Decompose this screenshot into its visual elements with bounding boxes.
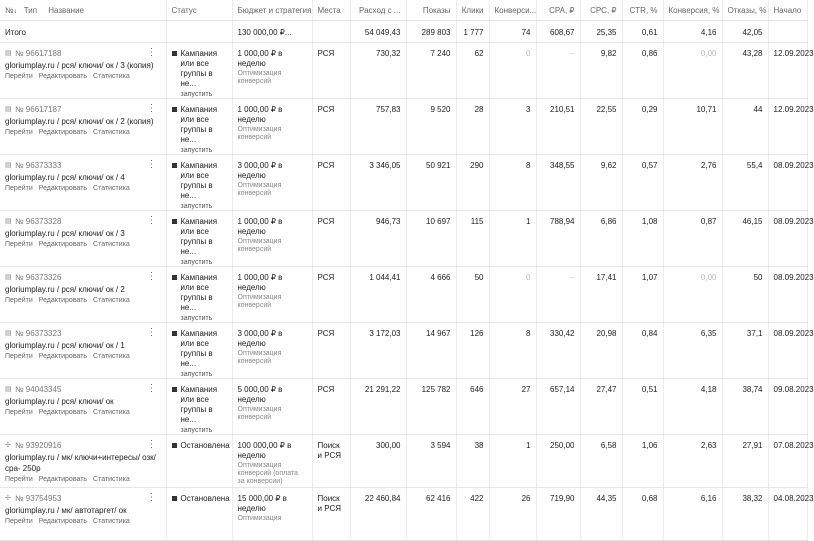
budget-cell[interactable] — [232, 378, 312, 434]
status-cell — [166, 487, 232, 540]
budget-value: 15 000,00 ₽ в неделю — [237, 493, 287, 513]
campaign-cell — [0, 210, 166, 266]
bounces-cell: 43,28 — [722, 42, 768, 98]
document-icon: ▤ — [5, 329, 12, 337]
status-text: Кампания или все группы в не... — [180, 384, 218, 424]
clicks-cell: 50 — [456, 266, 489, 322]
budget-cell[interactable] — [232, 322, 312, 378]
go-link[interactable]: Перейти — [5, 72, 33, 80]
cpc-cell: 17,41 — [580, 266, 622, 322]
ctr-cell: 0,84 — [622, 322, 663, 378]
cpc-cell: 44,35 — [580, 487, 622, 540]
stats-link[interactable]: Статистика — [93, 128, 130, 136]
campaign-name[interactable]: gloriumplay.ru / мк/ автотаргет/ ок — [5, 505, 127, 515]
budget-value: 5 000,00 ₽ в неделю — [237, 384, 283, 404]
conversions-cell: 0 — [489, 42, 536, 98]
edit-link[interactable]: Редактировать — [38, 517, 88, 525]
places-cell: РСЯ — [312, 378, 350, 434]
status-square-icon — [172, 387, 177, 392]
impressions-cell: 7 240 — [406, 42, 456, 98]
clicks-cell: 646 — [456, 378, 489, 434]
budget-value: 1 000,00 ₽ в неделю — [237, 104, 283, 124]
status-text: Остановлена — [180, 440, 230, 450]
document-icon: ▤ — [5, 161, 12, 169]
header-budget[interactable]: Бюджет и стратегия — [232, 0, 312, 20]
spend-cell: 300,00 — [350, 434, 406, 487]
status-square-icon — [172, 107, 177, 112]
more-menu-icon[interactable]: ⋮ — [146, 102, 157, 114]
spend-cell: 757,83 — [350, 98, 406, 154]
start-date-cell: 09.08.2023 — [768, 378, 807, 434]
cpc-cell: 6,58 — [580, 434, 622, 487]
header-conv-rate[interactable]: Конверсия, % — [663, 0, 722, 20]
more-menu-icon[interactable]: ⋮ — [146, 491, 157, 503]
campaign-name[interactable]: gloriumplay.ru / рся/ ключи/ ок — [5, 396, 114, 406]
campaign-cell — [0, 487, 166, 540]
header-cpa[interactable]: CPA, ₽ — [536, 0, 580, 20]
total-ctr: 0,61 — [622, 20, 663, 42]
strategy-text: Оптимизация конверсий — [237, 69, 282, 85]
total-conv-rate: 4,16 — [663, 20, 722, 42]
campaign-name[interactable]: gloriumplay.ru / рся/ ключи/ ок / 3 — [5, 228, 125, 238]
launch-link[interactable]: запустить — [180, 146, 213, 154]
status-cell — [166, 98, 232, 154]
places-cell: Поиск и РСЯ — [312, 434, 350, 487]
status-cell — [166, 154, 232, 210]
clicks-cell: 126 — [456, 322, 489, 378]
conv-rate-cell: 0,00 — [663, 266, 722, 322]
more-menu-icon[interactable]: ⋮ — [146, 438, 157, 450]
table-row[interactable] — [0, 210, 807, 266]
impressions-cell: 14 967 — [406, 322, 456, 378]
status-square-icon — [172, 331, 177, 336]
status-cell — [166, 210, 232, 266]
budget-value: 100 000,00 ₽ в неделю — [237, 440, 292, 460]
start-date-cell: 04.08.2023 — [768, 487, 807, 540]
status-square-icon — [172, 496, 177, 501]
table-row[interactable] — [0, 154, 807, 210]
table-row[interactable] — [0, 434, 807, 487]
campaign-cell — [0, 42, 166, 98]
campaign-id: № 96373323 — [15, 328, 62, 338]
spend-cell: 1 044,41 — [350, 266, 406, 322]
header-name[interactable] — [0, 0, 166, 20]
more-menu-icon[interactable]: ⋮ — [146, 382, 157, 394]
header-status[interactable]: Статус — [166, 0, 232, 20]
spend-cell: 21 291,22 — [350, 378, 406, 434]
places-cell: РСЯ — [312, 154, 350, 210]
spend-cell: 730,32 — [350, 42, 406, 98]
campaign-id: № 93920916 — [15, 440, 62, 450]
spend-cell: 946,73 — [350, 210, 406, 266]
places-cell: РСЯ — [312, 42, 350, 98]
sort-arrow-icon[interactable]: ↓ — [13, 8, 18, 15]
budget-cell[interactable] — [232, 487, 312, 540]
bounces-cell: 38,74 — [722, 378, 768, 434]
status-cell — [166, 378, 232, 434]
conversions-cell: 0 — [489, 266, 536, 322]
launch-link[interactable]: запустить — [180, 90, 213, 98]
header-clicks[interactable]: Клики — [456, 0, 489, 20]
clicks-cell: 62 — [456, 42, 489, 98]
document-icon: ▤ — [5, 105, 12, 113]
header-conversions[interactable]: Конверси... — [489, 0, 536, 20]
go-link[interactable]: Перейти — [5, 352, 33, 360]
edit-link[interactable]: Редактировать — [38, 352, 88, 360]
launch-link[interactable]: запустить — [180, 370, 213, 378]
edit-link[interactable]: Редактировать — [38, 72, 88, 80]
document-icon: ▤ — [5, 273, 12, 281]
conv-rate-cell: 0,87 — [663, 210, 722, 266]
document-icon: ▤ — [5, 49, 12, 57]
status-square-icon — [172, 443, 177, 448]
total-clicks: 1 777 — [456, 20, 489, 42]
table-row[interactable] — [0, 487, 807, 540]
go-link[interactable]: Перейти — [5, 517, 33, 525]
places-cell: Поиск и РСЯ — [312, 487, 350, 540]
header-num[interactable]: № — [5, 6, 14, 15]
conv-rate-cell: 10,71 — [663, 98, 722, 154]
campaign-name[interactable]: gloriumplay.ru / рся/ ключи/ ок / 4 — [5, 172, 125, 182]
conv-rate-cell: 6,16 — [663, 487, 722, 540]
launch-link[interactable]: запустить — [180, 202, 213, 210]
campaign-id: № 96373333 — [15, 160, 62, 170]
budget-value: 3 000,00 ₽ в неделю — [237, 328, 283, 348]
conv-rate-cell: 2,63 — [663, 434, 722, 487]
start-date-cell: 07.08.2023 — [768, 434, 807, 487]
cpa-cell: 348,55 — [536, 154, 580, 210]
more-menu-icon[interactable]: ⋮ — [146, 270, 157, 282]
campaign-cell — [0, 154, 166, 210]
cpa-cell: – — [536, 42, 580, 98]
impressions-cell: 9 520 — [406, 98, 456, 154]
go-link[interactable]: Перейти — [5, 408, 33, 416]
conversions-cell: 27 — [489, 378, 536, 434]
ctr-cell: 0,51 — [622, 378, 663, 434]
spend-cell: 22 460,84 — [350, 487, 406, 540]
start-date-cell: 08.09.2023 — [768, 322, 807, 378]
campaign-id: № 96373328 — [15, 216, 62, 226]
strategy-text: Оптимизация конверсий — [237, 293, 282, 309]
conversions-cell: 8 — [489, 322, 536, 378]
status-cell — [166, 434, 232, 487]
clicks-cell: 38 — [456, 434, 489, 487]
cpa-cell: 657,14 — [536, 378, 580, 434]
budget-cell[interactable] — [232, 154, 312, 210]
cpc-cell: 6,86 — [580, 210, 622, 266]
places-cell: РСЯ — [312, 98, 350, 154]
status-text: Кампания или все группы в не... — [180, 272, 218, 312]
status-square-icon — [172, 219, 177, 224]
status-cell — [166, 42, 232, 98]
status-text: Кампания или все группы в не... — [180, 328, 218, 368]
cpa-cell: 719,90 — [536, 487, 580, 540]
campaign-id: № 93754953 — [15, 493, 62, 503]
edit-link[interactable]: Редактировать — [38, 475, 88, 483]
total-row — [0, 20, 807, 42]
budget-cell[interactable] — [232, 266, 312, 322]
table-row[interactable] — [0, 322, 807, 378]
header-bounces[interactable]: Отказы, % — [722, 0, 768, 20]
conversions-cell: 26 — [489, 487, 536, 540]
status-square-icon — [172, 163, 177, 168]
start-date-cell: 12.09.2023 — [768, 42, 807, 98]
cpa-cell: 210,51 — [536, 98, 580, 154]
stats-link[interactable]: Статистика — [93, 240, 130, 248]
conversions-cell: 1 — [489, 434, 536, 487]
places-cell: РСЯ — [312, 210, 350, 266]
bounces-cell: 37,1 — [722, 322, 768, 378]
total-spend: 54 049,43 — [350, 20, 406, 42]
budget-value: 1 000,00 ₽ в неделю — [237, 272, 283, 292]
status-text: Кампания или все группы в не... — [180, 104, 218, 144]
table-header — [0, 0, 807, 20]
table-row[interactable] — [0, 266, 807, 322]
stats-link[interactable]: Статистика — [93, 408, 130, 416]
status-text: Кампания или все группы в не... — [180, 216, 218, 256]
ctr-cell: 0,29 — [622, 98, 663, 154]
header-ctr[interactable]: CTR, % — [622, 0, 663, 20]
impressions-cell: 125 782 — [406, 378, 456, 434]
total-label: Итого — [0, 20, 166, 42]
cpc-cell: 27,47 — [580, 378, 622, 434]
more-menu-icon[interactable]: ⋮ — [146, 214, 157, 226]
total-impressions: 289 803 — [406, 20, 456, 42]
start-date-cell: 08.09.2023 — [768, 154, 807, 210]
header-spend[interactable]: Расход с ... — [350, 0, 406, 20]
campaign-id: № 96617187 — [15, 104, 62, 114]
strategy-text: Оптимизация конверсий — [237, 405, 282, 421]
edit-link[interactable]: Редактировать — [38, 240, 88, 248]
conv-rate-cell: 6,35 — [663, 322, 722, 378]
launch-link[interactable]: запустить — [180, 258, 213, 266]
launch-link[interactable]: запустить — [180, 426, 213, 434]
cpa-cell: – — [536, 266, 580, 322]
campaign-cell — [0, 434, 166, 487]
strategy-text: Оптимизация — [237, 514, 282, 522]
campaign-cell — [0, 98, 166, 154]
ctr-cell: 0,86 — [622, 42, 663, 98]
start-date-cell: 08.09.2023 — [768, 266, 807, 322]
campaign-name[interactable]: gloriumplay.ru / рся/ ключи/ ок / 2 (копия) — [5, 116, 154, 126]
bounces-cell: 38,32 — [722, 487, 768, 540]
cursor-icon: ✢ — [5, 441, 11, 449]
stats-link[interactable]: Статистика — [93, 517, 130, 525]
strategy-text: Оптимизация конверсий (оплата за конверсии) — [237, 461, 298, 485]
go-link[interactable]: Перейти — [5, 128, 33, 136]
bounces-cell: 46,15 — [722, 210, 768, 266]
ctr-cell: 0,68 — [622, 487, 663, 540]
header-title[interactable]: Название — [48, 6, 84, 15]
go-link[interactable]: Перейти — [5, 475, 33, 483]
bounces-cell: 27,91 — [722, 434, 768, 487]
go-link[interactable]: Перейти — [5, 296, 33, 304]
table-row[interactable] — [0, 98, 807, 154]
cpc-cell: 9,62 — [580, 154, 622, 210]
budget-value: 1 000,00 ₽ в неделю — [237, 48, 283, 68]
spend-cell: 3 346,05 — [350, 154, 406, 210]
status-text: Остановлена — [180, 493, 230, 503]
edit-link[interactable]: Редактировать — [38, 184, 88, 192]
cpc-cell: 20,98 — [580, 322, 622, 378]
budget-value: 3 000,00 ₽ в неделю — [237, 160, 283, 180]
conversions-cell: 8 — [489, 154, 536, 210]
clicks-cell: 290 — [456, 154, 489, 210]
go-link[interactable]: Перейти — [5, 240, 33, 248]
cpa-cell: 330,42 — [536, 322, 580, 378]
budget-cell[interactable] — [232, 42, 312, 98]
ctr-cell: 1,07 — [622, 266, 663, 322]
strategy-text: Оптимизация конверсий — [237, 181, 282, 197]
start-date-cell: 08.09.2023 — [768, 210, 807, 266]
budget-value: 1 000,00 ₽ в неделю — [237, 216, 283, 236]
places-cell: РСЯ — [312, 322, 350, 378]
impressions-cell: 3 594 — [406, 434, 456, 487]
status-square-icon — [172, 51, 177, 56]
strategy-text: Оптимизация конверсий — [237, 237, 282, 253]
campaign-cell — [0, 266, 166, 322]
conv-rate-cell: 2,76 — [663, 154, 722, 210]
ctr-cell: 0,57 — [622, 154, 663, 210]
status-cell — [166, 266, 232, 322]
edit-link[interactable]: Редактировать — [38, 128, 88, 136]
strategy-text: Оптимизация конверсий — [237, 125, 282, 141]
document-icon: ▤ — [5, 385, 12, 393]
total-conversions: 74 — [489, 20, 536, 42]
clicks-cell: 28 — [456, 98, 489, 154]
start-date-cell: 12.09.2023 — [768, 98, 807, 154]
impressions-cell: 62 416 — [406, 487, 456, 540]
stats-link[interactable]: Статистика — [93, 72, 130, 80]
status-cell — [166, 322, 232, 378]
stats-link[interactable]: Статистика — [93, 184, 130, 192]
campaign-cell — [0, 378, 166, 434]
more-menu-icon[interactable]: ⋮ — [146, 46, 157, 58]
edit-link[interactable]: Редактировать — [38, 296, 88, 304]
bounces-cell: 55,4 — [722, 154, 768, 210]
cpc-cell: 9,82 — [580, 42, 622, 98]
budget-cell[interactable] — [232, 434, 312, 487]
campaign-id: № 96617188 — [15, 48, 62, 58]
campaign-id: № 96373326 — [15, 272, 62, 282]
total-cpa: 608,67 — [536, 20, 580, 42]
conv-rate-cell: 4,18 — [663, 378, 722, 434]
status-text: Кампания или все группы в не... — [180, 48, 218, 88]
stats-link[interactable]: Статистика — [93, 296, 130, 304]
launch-link[interactable]: запустить — [180, 314, 213, 322]
cpa-cell: 250,00 — [536, 434, 580, 487]
impressions-cell: 4 666 — [406, 266, 456, 322]
conv-rate-cell: 0,00 — [663, 42, 722, 98]
header-cpc[interactable]: CPC, ₽ — [580, 0, 622, 20]
cursor-icon: ✢ — [5, 494, 11, 502]
impressions-cell: 50 921 — [406, 154, 456, 210]
table-row[interactable] — [0, 378, 807, 434]
header-start[interactable]: Начало — [768, 0, 807, 20]
stats-link[interactable]: Статистика — [93, 352, 130, 360]
total-bounces: 42,05 — [722, 20, 768, 42]
more-menu-icon[interactable]: ⋮ — [146, 158, 157, 170]
clicks-cell: 422 — [456, 487, 489, 540]
campaign-name[interactable]: gloriumplay.ru / мк/ ключи+интересы/ озк/ срa- 250р — [5, 452, 156, 473]
cpc-cell: 22,55 — [580, 98, 622, 154]
total-budget: 130 000,00 ₽... — [232, 20, 312, 42]
campaign-name[interactable]: gloriumplay.ru / рся/ ключи/ ок / 2 — [5, 284, 125, 294]
budget-cell[interactable] — [232, 98, 312, 154]
budget-cell[interactable] — [232, 210, 312, 266]
bounces-cell: 44 — [722, 98, 768, 154]
spend-cell: 3 172,03 — [350, 322, 406, 378]
campaign-id: № 94043345 — [15, 384, 62, 394]
status-text: Кампания или все группы в не... — [180, 160, 218, 200]
places-cell: РСЯ — [312, 266, 350, 322]
document-icon: ▤ — [5, 217, 12, 225]
clicks-cell: 115 — [456, 210, 489, 266]
ctr-cell: 1,06 — [622, 434, 663, 487]
conversions-cell: 3 — [489, 98, 536, 154]
ctr-cell: 1,08 — [622, 210, 663, 266]
campaign-name[interactable]: gloriumplay.ru / рся/ ключи/ ок / 3 (копия) — [5, 60, 154, 70]
stats-link[interactable]: Статистика — [93, 475, 130, 483]
header-impressions[interactable]: Показы — [406, 0, 456, 20]
status-square-icon — [172, 275, 177, 280]
campaign-cell — [0, 322, 166, 378]
header-type[interactable]: Тип — [23, 6, 38, 15]
bounces-cell: 50 — [722, 266, 768, 322]
header-places[interactable]: Места — [312, 0, 350, 20]
edit-link[interactable]: Редактировать — [38, 408, 88, 416]
more-menu-icon[interactable]: ⋮ — [146, 326, 157, 338]
total-cpc: 25,35 — [580, 20, 622, 42]
conversions-cell: 1 — [489, 210, 536, 266]
impressions-cell: 10 697 — [406, 210, 456, 266]
strategy-text: Оптимизация конверсий — [237, 349, 282, 365]
table-row[interactable] — [0, 42, 807, 98]
cpa-cell: 788,94 — [536, 210, 580, 266]
go-link[interactable]: Перейти — [5, 184, 33, 192]
campaign-name[interactable]: gloriumplay.ru / рся/ ключи/ ок / 1 — [5, 340, 125, 350]
